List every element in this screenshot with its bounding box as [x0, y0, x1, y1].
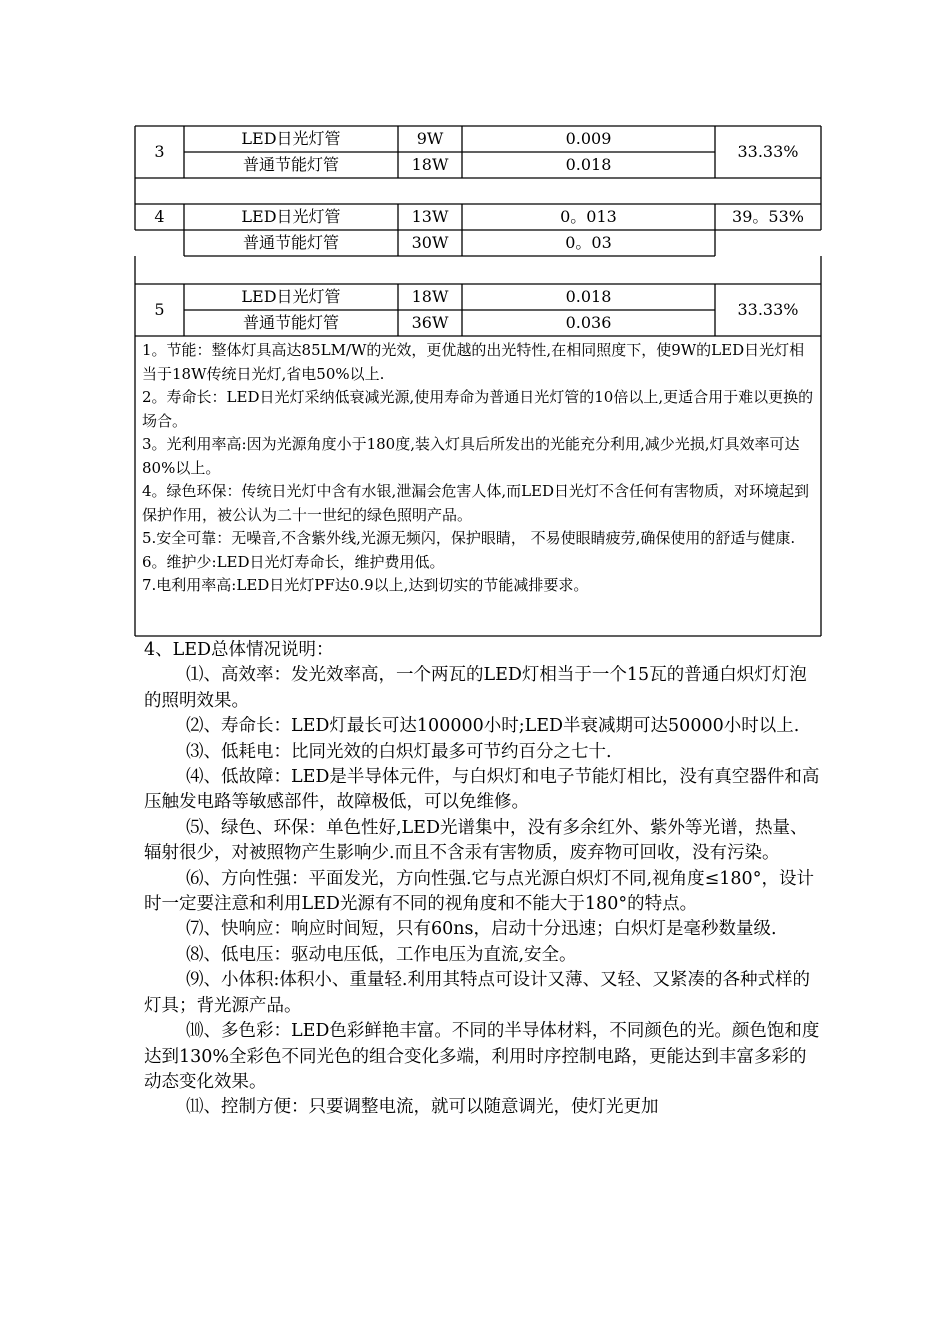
row-5-led-value: 0.018 — [565, 287, 612, 306]
separator-1-lines — [135, 178, 821, 204]
row-5-cfl-power: 36W — [411, 313, 449, 332]
paragraph-item: ⑵、寿命长：LED灯最长可达100000小时;LED半衰减期可达50000小时以上. — [186, 716, 800, 737]
paragraph-item: ⑺、快响应：响应时间短，只有60ns，启动十分迅速；白炽灯是毫秒数量级. — [186, 919, 777, 940]
row-4-led-value: 0。013 — [560, 207, 617, 226]
row-5-cfl-name: 普通节能灯管 — [242, 313, 339, 332]
paragraph-item: ⑴、高效率：发光效率高，一个两瓦的LED灯相当于一个15瓦的普通白炽灯灯泡的照明效果。 — [144, 665, 807, 711]
paragraph-item: ⑾、控制方便：只要调整电流，就可以随意调光，使灯光更加 — [186, 1097, 659, 1118]
note-item: 2。寿命长：LED日光灯采纳低衰减光源,使用寿命为普通日光灯管的10倍以上,更适合用于难以更换的场合。 — [142, 388, 814, 430]
paragraph-item: ⑹、方向性强：平面发光，方向性强.它与点光源白炽灯不同,视角度≤180°，设计时一定要注意和利用LED光源有不同的视角度和不能大于180°的特点。 — [144, 868, 814, 915]
advantages-notes — [142, 339, 818, 598]
row-3-cfl-value: 0.018 — [565, 155, 612, 174]
note-item: 7.电利用率高:LED日光灯PF达0.9以上,达到切实的节能减排要求。 — [142, 576, 589, 594]
note-item: 4。绿色环保：传统日光灯中含有水银,泄漏会危害人体,而LED日光灯不含任何有害物质，对环境起到保护作用，被公认为二十一世纪的绿色照明产品。 — [142, 482, 810, 524]
paragraph-item: ⑸、绿色、环保：单色性好,LED光谱集中，没有多余红外、紫外等光谱，热量、辐射很少，对被照物产生影响少.而且不含汞有害物质，废弃物可回收，没有污染。 — [144, 817, 808, 864]
led-overview-section — [144, 638, 824, 1121]
row-5-number: 5 — [154, 300, 165, 319]
paragraph-item: ⑶、低耗电：比同光效的白炽灯最多可节约百分之七十. — [186, 741, 612, 762]
row-3-number: 3 — [154, 142, 165, 161]
row-5-ratio: 33.33% — [737, 300, 799, 319]
row-4-cfl-power: 30W — [411, 233, 449, 252]
separator-2-lines — [135, 256, 821, 284]
row-5-led-power: 18W — [411, 287, 449, 306]
row-3-led-value: 0.009 — [565, 129, 612, 148]
row-5-led-name: LED日光灯管 — [241, 287, 341, 306]
row-4-led-name: LED日光灯管 — [241, 207, 341, 226]
paragraph-item: ⑽、多色彩：LED色彩鲜艳丰富。不同的半导体材料，不同颜色的光。颜色饱和度达到130%全彩色不同光色的组合变化多端，利用时序控制电路，更能达到丰富多彩的动态变化效果。 — [144, 1021, 820, 1092]
paragraph-item: ⑻、低电压：驱动电压低，工作电压为直流,安全。 — [186, 944, 577, 965]
row-4-number: 4 — [154, 207, 165, 226]
row-4-cfl-name: 普通节能灯管 — [242, 233, 339, 252]
row-3-led-name: LED日光灯管 — [241, 129, 341, 148]
note-item: 3。光利用率高:因为光源角度小于180度,装入灯具后所发出的光能充分利用,减少光损,灯具效率可达80%以上。 — [142, 435, 800, 477]
row-4-cfl-value: 0。03 — [565, 233, 612, 252]
row-3-led-power: 9W — [416, 129, 444, 148]
paragraph-item: ⑼、小体积:体积小、重量轻.利用其特点可设计又薄、又轻、又紧凑的各种式样的灯具；背光源产品。 — [144, 970, 810, 1016]
section-heading: 4、LED总体情况说明： — [144, 640, 334, 660]
row-3-ratio: 33.33% — [737, 142, 799, 161]
paragraph-item: ⑷、低故障：LED是半导体元件，与白炽灯和电子节能灯相比，没有真空器件和高压触发电路等敏感部件，故障极低，可以免维修。 — [144, 767, 820, 813]
row-4-led-power: 13W — [411, 207, 449, 226]
row-3-cfl-name: 普通节能灯管 — [242, 155, 339, 174]
row-5-cfl-value: 0.036 — [565, 313, 612, 332]
row-3-cfl-power: 18W — [411, 155, 449, 174]
note-item: 1。节能：整体灯具高达85LM/W的光效，更优越的出光特性,在相同照度下，使9W的LED日光灯相当于18W传统日光灯,省电50%以上. — [142, 341, 805, 383]
note-item: 5.安全可靠：无噪音,不含紫外线,光源无频闪，保护眼睛， 不易使眼睛疲劳,确保使用的舒适与健康. — [142, 529, 796, 547]
note-item: 6。维护少:LED日光灯寿命长，维护费用低。 — [142, 552, 445, 571]
row-4-ratio: 39。53% — [732, 207, 804, 226]
